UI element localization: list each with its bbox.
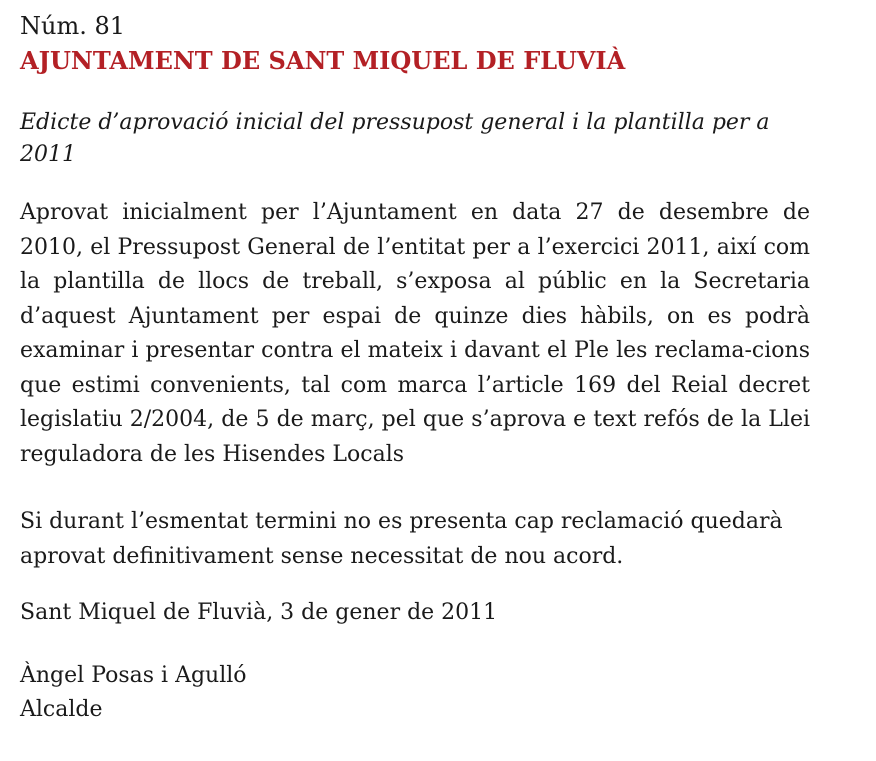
signer-name: Àngel Posas i Agulló <box>20 663 247 688</box>
edict-number: Núm. 81 <box>20 12 126 40</box>
body-paragraph-1: Aprovat inicialment per l’Ajuntament en data 27 de desembre de 2010, el Pressupost General de l’entitat per a l’exercici 2011, així com la plantilla de llocs de treball, s’exposa al públic en la Secretaria d’aquest Ajuntament per espai de quinze dies hàbils, on es podrà examinar i presentar contra el mateix i davant el Ple les reclama-cions que estimi convenients, tal com marca l’article 169 del Reial decret legislatiu 2/2004, de 5 de març, pel que s’aprova e text refós de la Llei reguladora de les Hisendes Locals <box>20 200 810 467</box>
body-paragraph-2: Si durant l’esmentat termini no es presenta cap reclamació quedarà aprovat definitivament sense necessitat de nou acord. <box>20 509 783 569</box>
edict-title: Edicte d’aprovació inicial del pressupost general i la plantilla per a 2011 <box>20 110 770 167</box>
document-page <box>20 8 810 727</box>
institution-name: AJUNTAMENT DE SANT MIQUEL DE FLUVIÀ <box>20 46 626 75</box>
signer-role: Alcalde <box>20 697 103 722</box>
place-and-date: Sant Miquel de Fluvià, 3 de gener de 2011 <box>20 600 498 625</box>
